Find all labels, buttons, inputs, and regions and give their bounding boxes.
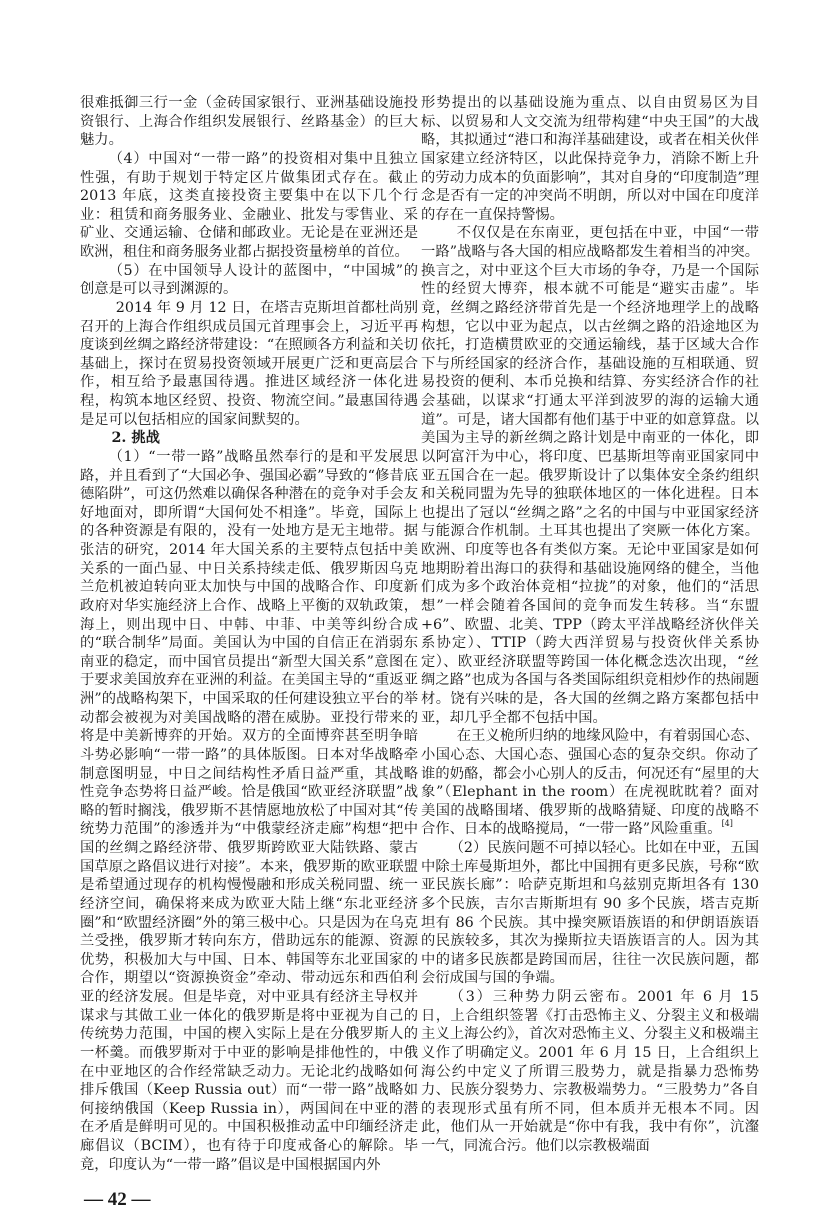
- paragraph: 2014 年 9 月 12 日，在塔吉克斯坦首都杜尚别召开的上海合作组织成员国元首理事会上，习近平再度谈到丝绸之路经济带建设：“在照顾各方利益和关切基础上，探讨在贸易投资领域开展更广泛和更高层合作，相互给予最惠国待遇。推进区域经济一体化进程，构筑本地区经贸、投资、物流空间。”最惠国待遇是足可以包括相应的国家间默契的。: [80, 299, 418, 428]
- paragraph: 不仅仅是在东南亚，更包括在中亚，中国“一带一路”战略与各大国的相应战略都发生着相当的冲突。换言之，对中亚这个巨大市场的争夺，乃是一个国际性的经贸大博弈，根本就不可能是“避实击虚”。毕竟，丝绸之路经济带首先是一个经济地理学上的战略构想，它以中亚为起点，以古丝绸之路的沿途地区为依托，打造横贯欧亚的交通运输线，基于区域大合作下与所经国家的经济合作，基础设施的互相联通、贸易投资的便利、本币兑换和结算、夯实经济合作的社会基础，以谋求“打通太平洋到波罗的海的运输大通道”。可是，诸大国都有他们基于中亚的如意算盘。以美国为主导的新丝绸之路计划是中南亚的一体化，即以阿富汗为中心，将印度、巴基斯坦等南亚国家同中亚五国合在一起。俄罗斯设计了以集体安全条约组织和关税同盟为先导的独联体地区的一体化进程。日本也提出了冠以“丝绸之路”之名的中国与中亚国家经济与能源合作机制。土耳其也提出了突厥一体化方案。欧洲、印度等也各有类似方案。无论中亚国家是如何地期盼着出海口的获得和基础设施网络的健全，当他们成为多个政治体竞相“拉拢”的对象，他们的“活思想”一样会随着各国间的竞争而发生转移。当“东盟 +6”、欧盟、北美、TPP（跨太平洋战略经济伙伴关系协定）、TTIP（跨大西洋贸易与投资伙伴关系协定）、欧亚经济联盟等跨国一体化概念迭次出现，“丝绸之路”也成为各国与各类国际组织竞相炒作的热闹题材。饶有兴味的是，各大国的丝绸之路方案都包括中亚，却几乎全都不包括中国。: [421, 225, 759, 726]
- columns: [80, 94, 760, 1174]
- paragraph: （4）中国对“一带一路”的投资相对集中且独立性强，有助于规划于特定区片做集团式存在。截止 2013 年底，这类直接投资主要集中在以下几个行业：租赁和商务服务业、金融业、批发与零售业、采矿业、交通运输、仓储和邮政业。无论是在亚洲还是欧洲，租住和商务服务业都占据投资量榜单的首位。: [80, 150, 418, 260]
- paragraph: （3）三种势力阴云密布。2001 年 6 月 15 日，上合组织签署《打击恐怖主义、分裂主义和极端主义上海公约》，首次对恐怖主义、分裂主义和极端主义作了明确定义。2001 年 6 月 15 日，上合组织上海公约中定义了所谓三股势力，就是指暴力恐怖势力、民族分裂势力、宗教极端势力。“三股势力”各自的表现形式虽有所不同，但本质并无根本不同。因此，他们从一开始就是“你中有我，我中有你”，沆瀣一气，同流合污。他们以宗教极端面: [421, 989, 759, 1154]
- paragraph: （2）民族问题不可掉以轻心。比如在中亚，五国中除土库曼斯坦外，都比中国拥有更多民族，号称“欧亚民族长廊”：哈萨克斯坦和乌兹别克斯坦各有 130 多个民族，吉尔吉斯斯坦有 90 多个民族，塔吉克斯坦有 86 个民族。其中操突厥语族语的和伊朗语族语的民族较多，其次为操斯拉夫语族语言的人。因为其中的诸多民族都是跨国而居，往往一次民族问题，都会衍成国与国的争端。: [421, 840, 759, 987]
- right-column: [421, 94, 759, 1156]
- citation-reference: [4]: [721, 819, 733, 829]
- paragraph: （1）“一带一路”战略虽然奉行的是和平发展思路，并且看到了“大国必争、强国必霸”导致的“修昔底德陷阱”，可这仍然难以确保各种潜在的竞争对手会友好地面对，即所谓“大国何处不相逢”。毕竟，国际上的各种资源是有限的，没有一处地方是无主地带。据张洁的研究，2014 年大国关系的主要特点包括中美关系的一面凸显、中日关系持续走低、俄罗斯因乌克兰危机被迫转向亚太加快与中国的战略合作、印度新政府对华实施经济上合作、战略上平衡的双轨政策，海上，则出现中日、中韩、中菲、中美等纠纷合成的“联合制华”局面。美国认为中国的自信正在消弱东南亚的稳定，而中国官员提出“新型大国关系”意图在于要求美国放弃在亚洲的利益。在美国主导的“重返亚洲”的战略构架下，中国采取的任何建设独立平台的举动都会被视为对美国战略的潜在威胁。亚投行带来的将是中美新博弈的开始。双方的全面博弈甚至明争暗斗势必影响“一带一路”的具体版图。日本对华战略牵制意图明显，中日之间结构性矛盾日益严重，其战略性竞争态势将日益严峻。恰是俄国“欧亚经济联盟”战略的暂时搁浅，俄罗斯不甚情愿地放松了中国对其“传统势力范围”的渗透并为“中俄蒙经济走廊”构想“把中国的丝绸之路经济带、俄罗斯跨欧亚大陆铁路、蒙古国草原之路倡议进行对接”。本来，俄罗斯的欧亚联盟是希望通过现存的机构慢慢融和形成关税同盟、统一经济空间，确保将来成为欧亚大陆上继“东北亚经济圈”和“欧盟经济圈”外的第三极中心。只是因为在乌克兰受挫，俄罗斯才转向东方，借助远东的能源、资源优势，积极加大与中国、日本、韩国等东北亚国家的合作，期望以“资源换资金”牵动、带动远东和西伯利亚的经济发展。但是毕竟，对中亚具有经济主导权并谋求与其做工业一体化的俄罗斯是将中亚视为自己的传统势力范围，中国的楔入实际上是在分俄罗斯人的一杯羹。而俄罗斯对于中亚的影响是排他性的，中俄在中亚地区的合作经常缺乏动力。无论北约战略如何排斥俄国（Keep Russia out）而“一带一路”战略如何接纳俄国（Keep Russia in），两国间在中亚的潜在矛盾是鲜明可见的。中国积极推动孟中印缅经济走廊倡议（BCIM），也有待于印度戒备心的解除。毕竟，印度认为“一带一路”倡议是中国根据国内外: [80, 448, 418, 1173]
- page-number: — 42 —: [84, 1189, 151, 1211]
- paragraph: （5）在中国领导人设计的蓝图中，“中国城”的创意是可以寻到渊源的。: [80, 262, 418, 298]
- section-heading: 2. 挑战: [111, 430, 160, 447]
- paragraph: 很难抵御三行一金（金砖国家银行、亚洲基础设施投资银行、上海合作组织发展银行、丝路基金）的巨大魅力。: [80, 95, 418, 149]
- paragraph: [421, 727, 759, 839]
- paragraph: 形势提出的以基础设施为重点、以自由贸易区为目标、以贸易和人文交流为纽带构建“中央王国”的大战略，其拟通过“港口和海洋基础建设，或者在相关伙伴国家建立经济特区，以此保持竞争力，消除不断上升的劳动力成本的负面影响”，其对自身的“印度制造”理念是否有一定的冲突尚不明朗，所以对中国在印度洋的存在一直保持警惕。: [421, 95, 759, 223]
- left-column: [80, 94, 418, 1174]
- paragraph-text: 在王义桅所归纳的地缘风险中，有着弱国心态、小国心态、大国心态、强国心态的复杂交织。你动了谁的奶酪，都会小心别人的反击，何况还有“屋里的大象”（Elephant in the room）在虎视眈眈着？面对美国的战略围堵、俄罗斯的战略猜疑、印度的战略不合作、日本的战略搅局，“一带一路”风险重重。: [421, 728, 759, 838]
